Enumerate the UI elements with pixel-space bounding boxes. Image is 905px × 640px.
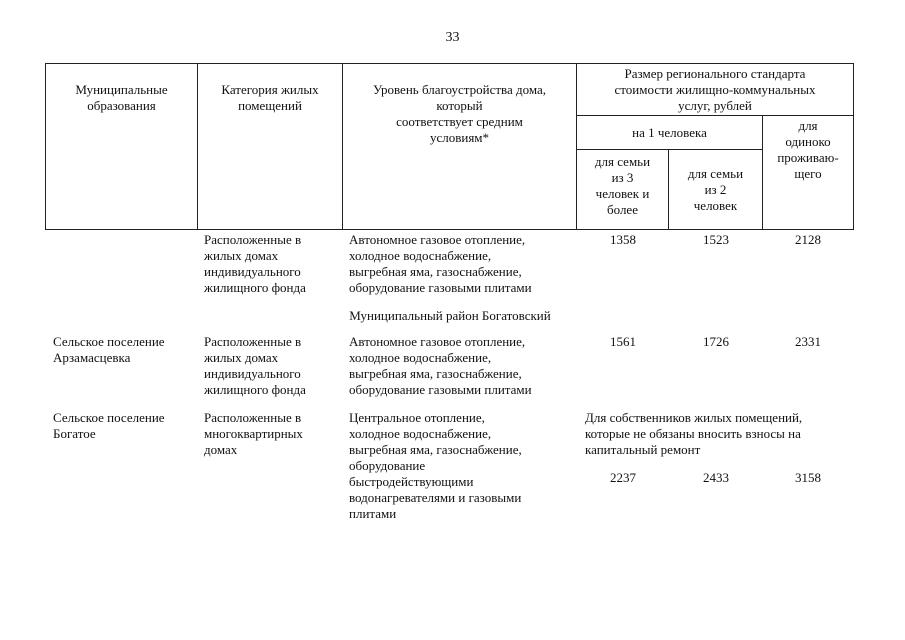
header-family3: для семьи из 3 человек и более [594,154,651,217]
row2-municipality: Сельское поселение Арзамасцевка [53,334,165,365]
row3-category: Расположенные в многоквартирных домах [204,410,303,457]
row0-value-family3: 1358 [610,232,636,247]
row3-value-family3: 2237 [610,470,636,485]
header-single: для одиноко проживаю- щего [777,118,839,181]
row3-value-single: 3158 [795,470,821,485]
header-family2: для семьи из 2 человек [687,166,744,213]
row0-level: Автономное газовое отопление, холодное водоснабжение, выгребная яма, газоснабжение, оборудование газовыми плитами [349,232,532,295]
row2-value-family2: 1726 [703,334,729,349]
row3-municipality: Сельское поселение Богатое [53,410,165,441]
header-municipality: Муниципальные образования [75,82,168,113]
table-header-bottom-border [45,229,854,230]
header-level: Уровень благоустройства дома, который соответствует средним условиям* [372,82,547,145]
row2-value-family3: 1561 [610,334,636,349]
row2-level: Автономное газовое отопление, холодное водоснабжение, выгребная яма, газоснабжение, оборудование газовыми плитами [349,334,532,397]
section-heading: Муниципальный район Богатовский [349,308,551,323]
per-person-subheader-border [576,149,762,150]
row0-value-single: 2128 [795,232,821,247]
row0-category: Расположенные в жилых домах индивидуального жилищного фонда [204,232,306,295]
row3-value-family2: 2433 [703,470,729,485]
row0-value-family2: 1523 [703,232,729,247]
table-right-border [853,63,854,230]
size-subheader-border [576,115,854,116]
header-category: Категория жилых помещений [221,82,319,113]
row2-category: Расположенные в жилых домах индивидуального жилищного фонда [204,334,306,397]
row3-note: Для собственников жилых помещений, которые не обязаны вносить взносы на капитальный ремонт [585,410,803,457]
table-top-border [45,63,854,64]
header-size: Размер регионального стандарта стоимости жилищно-коммунальных услуг, рублей [614,66,816,113]
row2-value-single: 2331 [795,334,821,349]
page-number: 33 [445,30,460,45]
header-per-person: на 1 человека [632,125,707,140]
row3-level: Центральное отопление, холодное водоснабжение, выгребная яма, газоснабжение, оборудование быстродействующими водонагревателями и газовыми плитами [349,410,522,521]
